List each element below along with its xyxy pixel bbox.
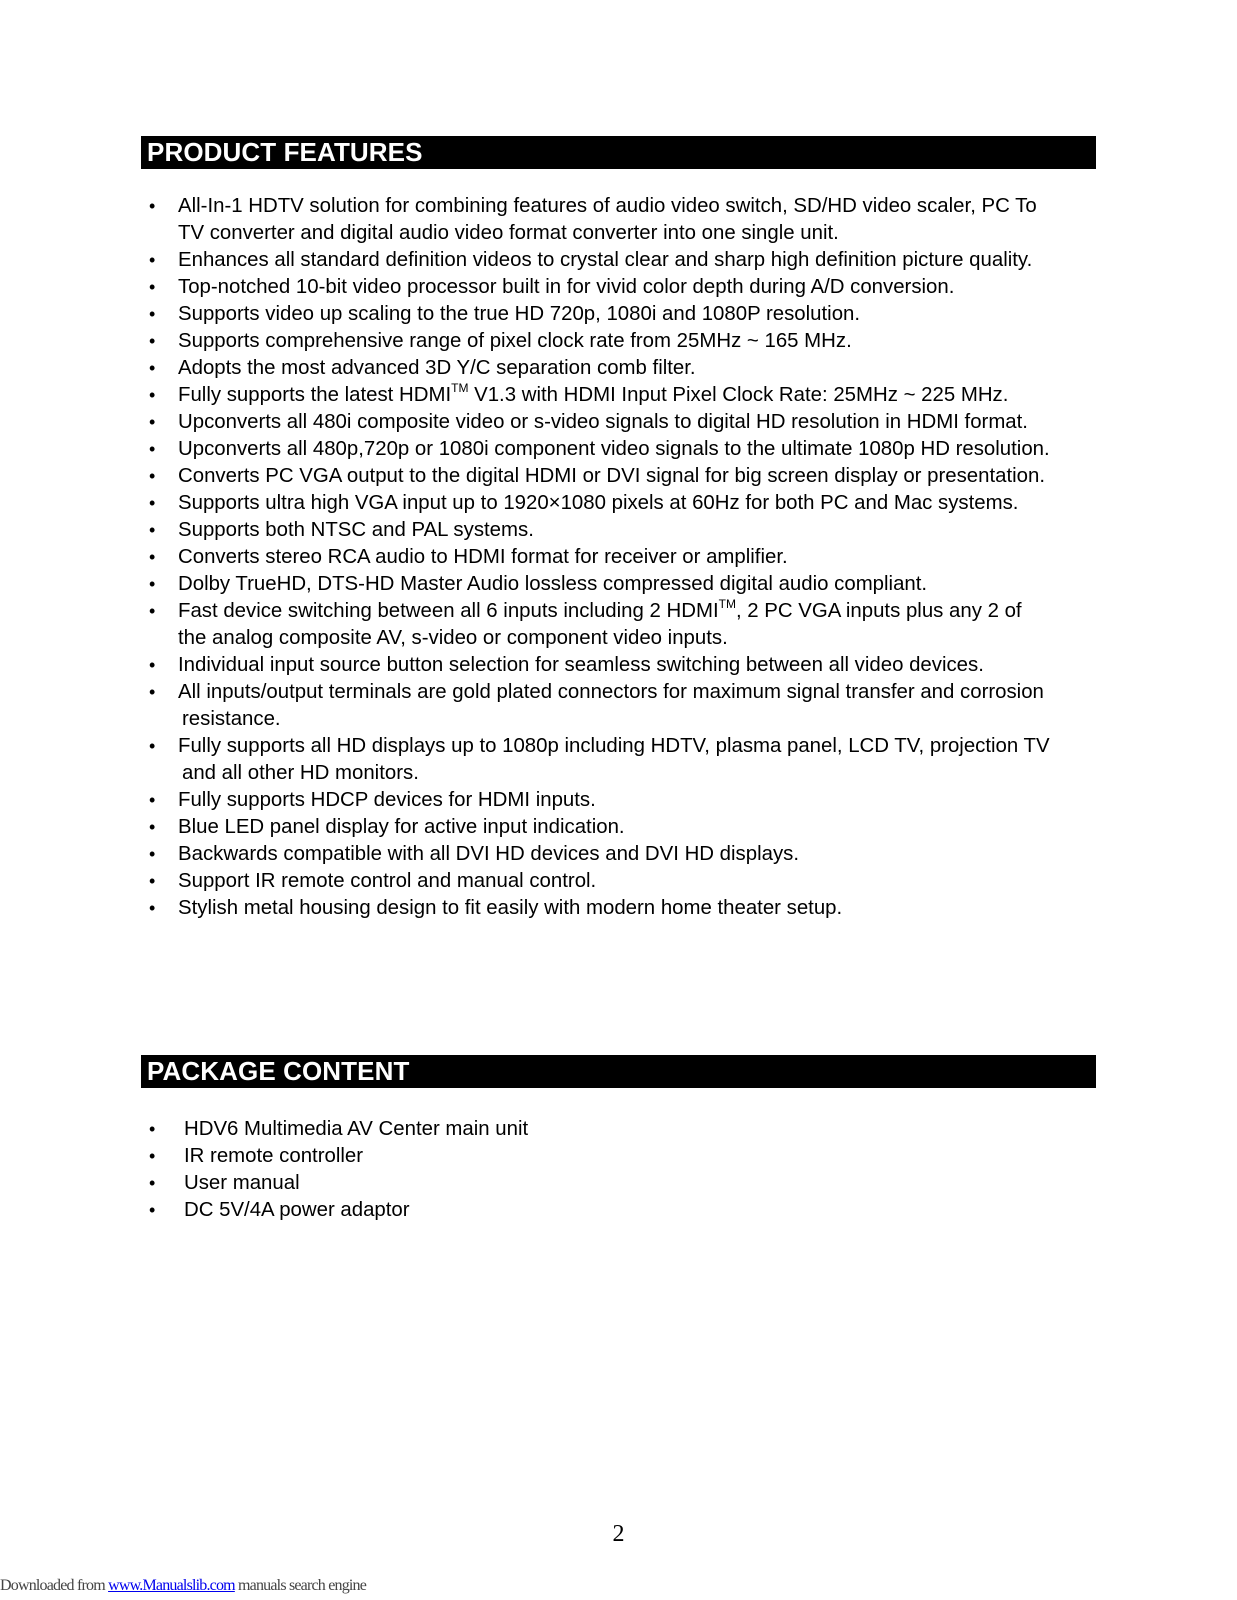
list-item: • Supports video up scaling to the true HD 720p, 1080i and 1080P resolution. [141,301,1101,328]
bullet-icon: • [149,790,156,810]
list-item: • Blue LED panel display for active input indication. [141,814,1101,841]
list-item: • Dolby TrueHD, DTS-HD Master Audio lossless compressed digital audio compliant. [141,571,1101,598]
list-item: • Enhances all standard definition videos to crystal clear and sharp high definition picture quality. [141,247,1101,274]
bullet-icon: • [149,601,156,621]
list-item: • Support IR remote control and manual control. [141,868,1101,895]
trademark-mark: TM [451,381,469,395]
list-item: • Fully supports HDCP devices for HDMI inputs. [141,787,1101,814]
product-features-heading: PRODUCT FEATURES [141,136,1096,169]
list-item: • Converts PC VGA output to the digital HDMI or DVI signal for big screen display or presentation. [141,463,1101,490]
list-item: • Fast device switching between all 6 inputs including 2 HDMI™, 2 PC VGA inputs plus any 2 of the analog composite AV, s-video or component video inputs. [149,597,1022,649]
list-item: • Converts stereo RCA audio to HDMI format for receiver or amplifier. [141,544,1101,571]
bullet-icon: • [149,1146,156,1166]
page-number: 2 [612,1521,625,1547]
list-item: • Upconverts all 480i composite video or s-video signals to digital HD resolution in HDMI format. [141,409,1101,436]
footer-prefix: Downloaded from [0,1577,109,1594]
list-item: • Supports both NTSC and PAL systems. [141,517,1101,544]
list-item: • HDV6 Multimedia AV Center main unit [141,1116,1101,1143]
package-content-heading: PACKAGE CONTENT [141,1055,1096,1088]
bullet-icon: • [149,844,156,864]
bullet-icon: • [149,466,156,486]
list-item: • All-In-1 HDTV solution for combining features of audio video switch, SD/HD video scaler, PC To TV converter and digital audio video format converter into one single unit. [149,195,1037,244]
bullet-icon: • [149,547,156,567]
list-item: • User manual [141,1170,1101,1197]
trademark-mark: TM [718,597,736,611]
bullet-icon: • [149,331,156,351]
list-item: • All inputs/output terminals are gold plated connectors for maximum signal transfer and corrosion resistance. [149,681,1044,730]
bullet-icon: • [149,1200,156,1220]
product-features-list [141,193,1101,922]
bullet-icon: • [149,412,156,432]
list-item: • DC 5V/4A power adaptor [141,1197,1101,1224]
bullet-icon: • [149,520,156,540]
list-item: • Supports ultra high VGA input up to 1920×1080 pixels at 60Hz for both PC and Mac systems. [141,490,1101,517]
bullet-icon: • [149,736,156,756]
bullet-icon: • [149,304,156,324]
bullet-icon: • [149,682,156,702]
list-item: • Fully supports all HD displays up to 1080p including HDTV, plasma panel, LCD TV, projection TV and all other HD monitors. [149,735,1050,784]
bullet-icon: • [149,439,156,459]
list-item: • Backwards compatible with all DVI HD devices and DVI HD displays. [141,841,1101,868]
bullet-icon: • [149,385,156,405]
package-content-list [141,1116,1101,1224]
list-item: • IR remote controller [141,1143,1101,1170]
bullet-icon: • [149,358,156,378]
bullet-icon: • [149,574,156,594]
manualslib-link[interactable]: www.Manualslib.com [108,1577,235,1594]
list-item: • Supports comprehensive range of pixel clock rate from 25MHz ~ 165 MHz. [141,328,1101,355]
bullet-icon: • [149,1119,156,1139]
bullet-icon: • [149,817,156,837]
list-item: • Top-notched 10-bit video processor built in for vivid color depth during A/D conversion. [141,274,1101,301]
bullet-icon: • [149,898,156,918]
bullet-icon: • [149,655,156,675]
list-item: • Upconverts all 480p,720p or 1080i component video signals to the ultimate 1080p HD resolution. [141,436,1101,463]
list-item: • Stylish metal housing design to fit easily with modern home theater setup. [141,895,1101,922]
bullet-icon: • [149,196,156,216]
list-item: • Individual input source button selection for seamless switching between all video devices. [141,652,1101,679]
bullet-icon: • [149,250,156,270]
footer-suffix: manuals search engine [234,1577,367,1594]
bullet-icon: • [149,277,156,297]
list-item: • Adopts the most advanced 3D Y/C separation comb filter. [141,355,1101,382]
list-item: • Fully supports the latest HDMI™ V1.3 with HDMI Input Pixel Clock Rate: 25MHz ~ 225 MHz. [141,382,1101,409]
bullet-icon: • [149,871,156,891]
bullet-icon: • [149,493,156,513]
download-footer [0,1577,366,1595]
bullet-icon: • [149,1173,156,1193]
